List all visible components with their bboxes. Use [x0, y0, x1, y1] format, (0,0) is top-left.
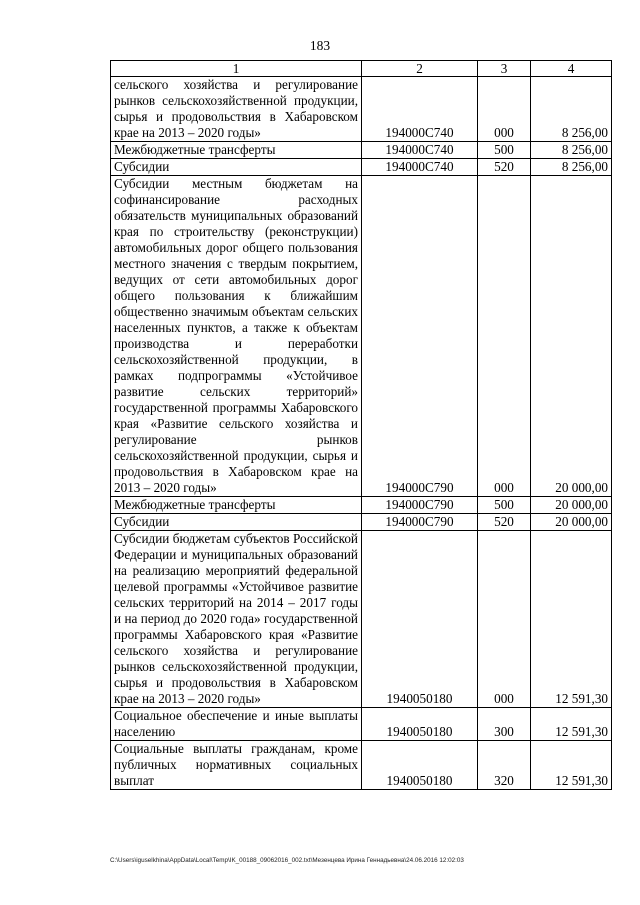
row-description: Межбюджетные трансферты [111, 142, 362, 159]
row-expense-type: 500 [478, 142, 531, 159]
table-row [111, 497, 612, 514]
row-amount: 8 256,00 [531, 159, 612, 176]
row-target-code: 194000С790 [362, 176, 478, 497]
table-row [111, 531, 612, 708]
row-description: Субсидии местным бюджетам на софинансирование расходных обязательств муниципальных образований края по строительству (реконструкции) автомобильных дорог общего пользования местного значения с твердым покрытием, ведущих от сети автомобильных дорог общего пользования к ближайшим общественно значимым объектам сельских населенных пунктов, а также к объектам производства и переработки сельскохозяйственной продукции, в рамках подпрограммы «Устойчивое развитие сельских территорий» государственной программы Хабаровского края «Развитие сельского хозяйства и регулирование рынков сельскохозяйственной продукции, сырья и продовольствия в Хабаровском крае на 2013 – 2020 годы» [111, 176, 362, 497]
budget-table [110, 60, 612, 790]
row-description: сельского хозяйства и регулирование рынков сельскохозяйственной продукции, сырья и продовольствия в Хабаровском крае на 2013 – 2020 годы» [111, 77, 362, 142]
row-amount: 12 591,30 [531, 531, 612, 708]
header-cell-2: 2 [362, 61, 478, 77]
row-target-code: 194000С790 [362, 497, 478, 514]
row-target-code: 194000С740 [362, 77, 478, 142]
row-target-code: 194000С740 [362, 142, 478, 159]
row-amount: 20 000,00 [531, 514, 612, 531]
row-expense-type: 520 [478, 514, 531, 531]
header-cell-4: 4 [531, 61, 612, 77]
table-row [111, 741, 612, 790]
table-row [111, 159, 612, 176]
row-description: Социальные выплаты гражданам, кроме публичных нормативных социальных выплат [111, 741, 362, 790]
table-row [111, 77, 612, 142]
row-amount: 8 256,00 [531, 77, 612, 142]
row-expense-type: 000 [478, 77, 531, 142]
table-row [111, 176, 612, 497]
row-target-code: 1940050180 [362, 531, 478, 708]
page-number: 183 [309, 38, 331, 53]
row-expense-type: 000 [478, 176, 531, 497]
row-amount: 8 256,00 [531, 142, 612, 159]
row-expense-type: 300 [478, 708, 531, 741]
row-expense-type: 500 [478, 497, 531, 514]
table-row [111, 142, 612, 159]
row-expense-type: 000 [478, 531, 531, 708]
row-amount: 20 000,00 [531, 176, 612, 497]
row-description: Межбюджетные трансферты [111, 497, 362, 514]
row-amount: 20 000,00 [531, 497, 612, 514]
row-target-code: 194000С740 [362, 159, 478, 176]
document-path-footer: C:\Users\iguselkhina\AppData\Local\Temp\IK_00188_09062016_002.txt\Мезенцева Ирина Геннадьевна\24.06.2016 12:02:03 [110, 857, 464, 864]
table-row [111, 708, 612, 741]
row-description: Субсидии бюджетам субъектов Российской Федерации и муниципальных образований на реализацию мероприятий федеральной целевой программы «Устойчивое развитие сельских территорий на 2014 – 2017 годы и на период до 2020 года» государственной программы Хабаровского края «Развитие сельского хозяйства и регулирование рынков сельскохозяйственной продукции, сырья и продовольствия в Хабаровском крае на 2013 – 2020 годы» [111, 531, 362, 708]
header-cell-3: 3 [478, 61, 531, 77]
row-expense-type: 520 [478, 159, 531, 176]
row-description: Субсидии [111, 159, 362, 176]
row-target-code: 1940050180 [362, 708, 478, 741]
row-amount: 12 591,30 [531, 741, 612, 790]
row-description: Субсидии [111, 514, 362, 531]
row-target-code: 194000С790 [362, 514, 478, 531]
table-row [111, 514, 612, 531]
row-expense-type: 320 [478, 741, 531, 790]
row-target-code: 1940050180 [362, 741, 478, 790]
header-cell-1: 1 [111, 61, 362, 77]
row-description: Социальное обеспечение и иные выплаты населению [111, 708, 362, 741]
table-header-row [111, 61, 612, 77]
row-amount: 12 591,30 [531, 708, 612, 741]
